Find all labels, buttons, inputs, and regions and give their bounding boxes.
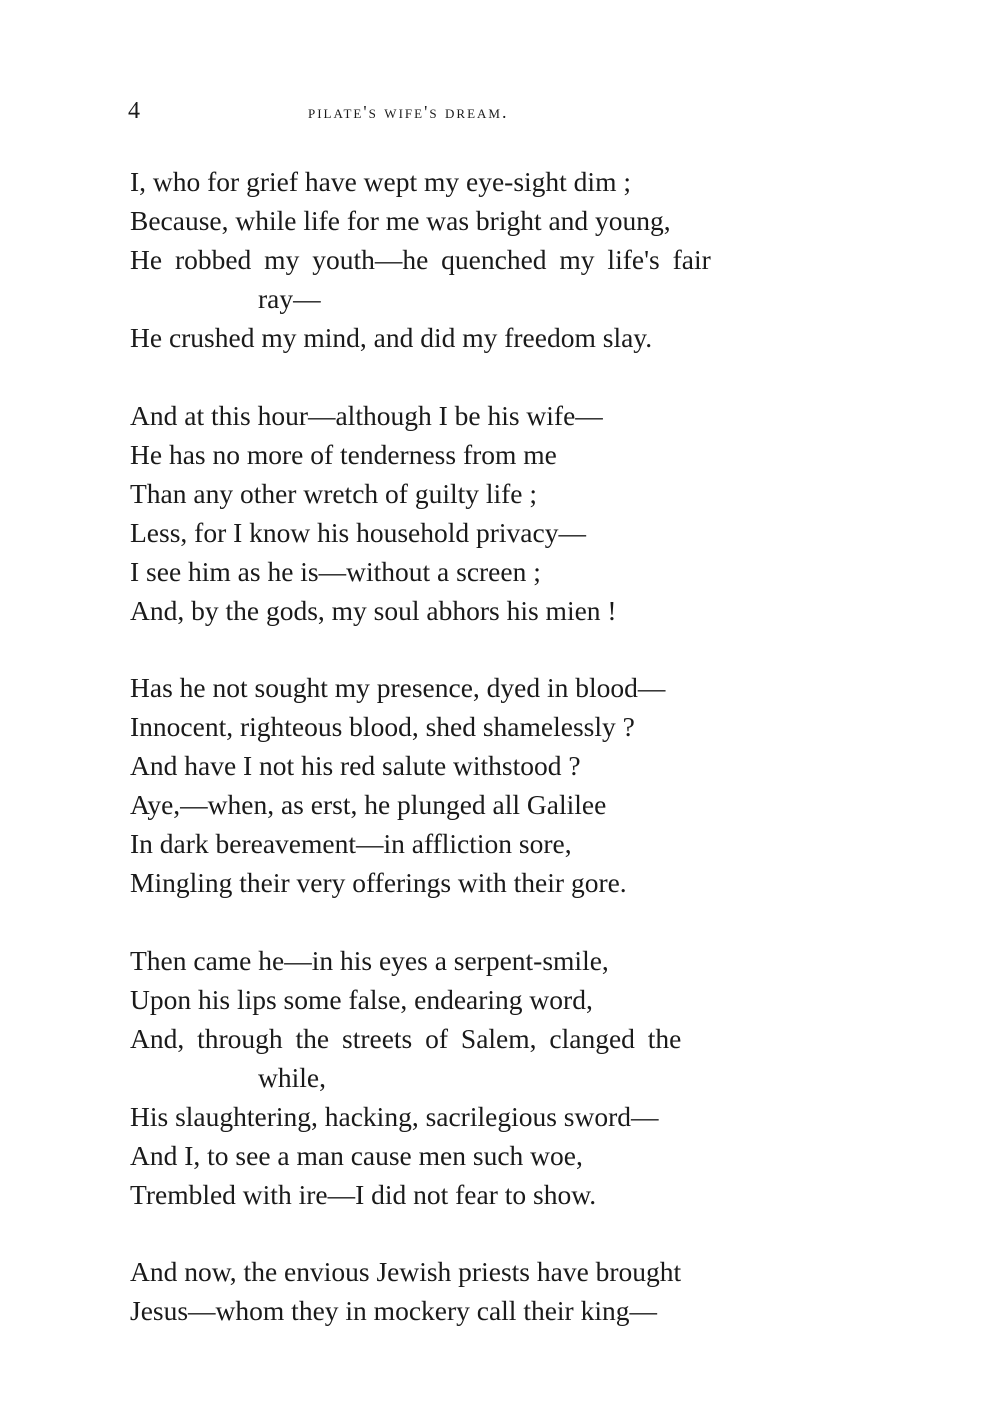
poem-line: Has he not sought my presence, dyed in blood— <box>130 672 666 703</box>
poem-line: Because, while life for me was bright and young, <box>130 205 671 236</box>
poem-line-continuation: ray— <box>258 283 321 314</box>
poem-line: I, who for grief have wept my eye-sight dim ; <box>130 166 631 197</box>
stanza <box>130 162 850 357</box>
poem-line-continuation: while, <box>258 1061 326 1093</box>
poem-line: He has no more of tenderness from me <box>130 438 557 470</box>
poem-line: And I, to see a man cause men such woe, <box>130 1139 583 1171</box>
poem-line: And now, the envious Jewish priests have brought <box>130 1256 682 1287</box>
poem-line: Upon his lips some false, endearing word, <box>130 983 593 1015</box>
poem-line: Trembled with ire—I did not fear to show. <box>130 1178 597 1210</box>
stanza <box>130 668 850 902</box>
poem-body <box>130 162 850 1369</box>
poem-line: Then came he—in his eyes a serpent-smile, <box>130 944 609 976</box>
poem-line: I see him as he is—without a screen ; <box>130 555 541 587</box>
stanza <box>130 396 850 630</box>
poem-line: Innocent, righteous blood, shed shamelessly ? <box>130 711 635 742</box>
page-number: 4 <box>128 98 140 124</box>
poem-line: And at this hour—although I be his wife— <box>130 399 603 431</box>
stanza <box>130 1252 850 1330</box>
poem-line: Than any other wretch of guilty life ; <box>130 477 538 509</box>
poem-line: He crushed my mind, and did my freedom slay. <box>130 322 653 353</box>
running-head <box>128 98 828 128</box>
poem-line: And, by the gods, my soul abhors his mien ! <box>130 594 617 626</box>
poem-line: He robbed my youth—he quenched my life's fair <box>130 244 711 275</box>
stanza <box>130 941 850 1214</box>
poem-line: In dark bereavement—in affliction sore, <box>130 828 572 859</box>
poem-line: Mingling their very offerings with their gore. <box>130 867 627 898</box>
poem-line: Less, for I know his household privacy— <box>130 516 586 548</box>
poem-line: His slaughtering, hacking, sacrilegious sword— <box>130 1100 659 1132</box>
running-title: pilate's wife's dream. <box>308 102 509 122</box>
poem-line: And have I not his red salute withstood ? <box>130 750 581 781</box>
poem-line: Jesus—whom they in mockery call their king— <box>130 1295 657 1326</box>
poem-line: And, through the streets of Salem, clanged the <box>130 1022 682 1054</box>
poem-line: Aye,—when, as erst, he plunged all Galilee <box>130 789 607 820</box>
